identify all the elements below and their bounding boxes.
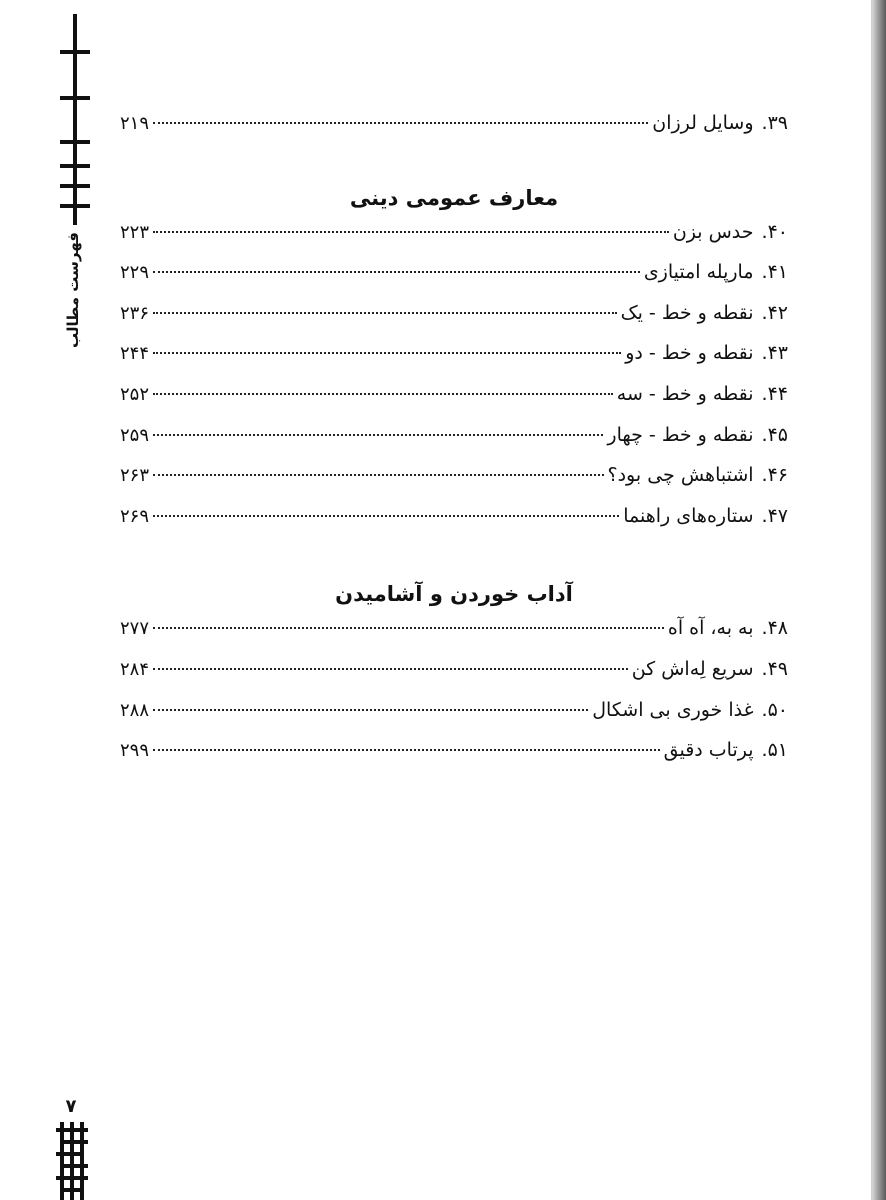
entry-page: ۲۵۲ bbox=[120, 383, 150, 405]
entry-page: ۲۶۹ bbox=[120, 505, 150, 527]
entry-number: ۴۵. bbox=[761, 423, 788, 446]
entry-title: ستاره‌های راهنما bbox=[623, 504, 754, 527]
entry-page: ۲۵۹ bbox=[120, 424, 150, 446]
dot-leader bbox=[153, 474, 604, 476]
entry-page: ۲۱۹ bbox=[120, 113, 150, 134]
entry-number: ۴۶. bbox=[761, 464, 788, 487]
decoration-bar bbox=[60, 1188, 84, 1192]
entry-number: ۴۴. bbox=[761, 382, 788, 405]
toc-entry[interactable] bbox=[120, 658, 788, 699]
running-title: فهرست مطالب bbox=[58, 225, 88, 355]
dot-leader bbox=[153, 312, 617, 314]
decoration-bar bbox=[60, 140, 90, 144]
entry-page: ۲۲۳ bbox=[120, 221, 150, 243]
dot-leader bbox=[153, 393, 613, 395]
entry-number: ۴۸. bbox=[761, 617, 788, 640]
entry-number: ۴۲. bbox=[761, 301, 788, 324]
toc-entry[interactable] bbox=[120, 302, 788, 343]
entry-page: ۲۶۳ bbox=[120, 465, 150, 487]
entry-title: سریع لِه‌اش کن bbox=[631, 657, 754, 680]
entry-title: اشتباهش چی بود؟ bbox=[607, 464, 754, 487]
toc-entry[interactable] bbox=[120, 112, 788, 153]
dot-leader bbox=[153, 352, 621, 354]
toc-entry[interactable] bbox=[120, 739, 788, 780]
entry-title: نقطه و خط - دو bbox=[625, 342, 754, 365]
entry-number: ۴۳. bbox=[761, 342, 788, 365]
entry-page: ۲۸۴ bbox=[120, 658, 150, 680]
entry-title: پرتاب دقیق bbox=[663, 739, 754, 762]
entry-title: نقطه و خط - سه bbox=[616, 382, 754, 405]
dot-leader bbox=[153, 749, 660, 751]
entry-number: ۴۰. bbox=[761, 220, 788, 243]
toc-entry[interactable] bbox=[120, 221, 788, 262]
section-heading: معارف عمومی دینی bbox=[349, 185, 559, 210]
entry-page: ۲۴۴ bbox=[120, 343, 150, 365]
entry-number: ۴۷. bbox=[761, 504, 788, 527]
entry-number: ۵۰. bbox=[761, 698, 788, 721]
toc-entry[interactable] bbox=[120, 464, 788, 505]
dot-leader bbox=[153, 627, 664, 629]
toc-entry[interactable] bbox=[120, 261, 788, 302]
dot-leader bbox=[153, 709, 588, 711]
entry-title: مارپله امتیازی bbox=[643, 261, 754, 284]
table-of-contents bbox=[120, 112, 788, 780]
toc-entry[interactable] bbox=[120, 505, 788, 546]
page-number: ۷ bbox=[65, 1096, 77, 1117]
dot-leader bbox=[153, 434, 603, 436]
entry-number: ۴۹. bbox=[761, 657, 788, 680]
decoration-bar bbox=[60, 164, 90, 168]
entry-page: ۲۲۹ bbox=[120, 262, 150, 284]
entry-title: نقطه و خط - چهار bbox=[607, 423, 754, 446]
decoration-bar bbox=[56, 1128, 88, 1132]
decoration-bar bbox=[56, 1176, 88, 1180]
bottom-decoration bbox=[56, 1122, 88, 1200]
entry-number: ۳۹. bbox=[761, 112, 788, 134]
entry-number: ۴۱. bbox=[761, 261, 788, 284]
entry-number: ۵۱. bbox=[761, 739, 788, 762]
section-heading: آداب خوردن و آشامیدن bbox=[335, 582, 573, 607]
decoration-bar bbox=[60, 1164, 88, 1168]
entry-title: وسایل لرزان bbox=[652, 112, 754, 134]
entry-title: به به، آه آه bbox=[667, 617, 754, 640]
decoration-bar bbox=[60, 204, 90, 208]
entry-page: ۲۳۶ bbox=[120, 302, 150, 324]
page-edge-shadow bbox=[872, 0, 886, 1200]
entry-title: نقطه و خط - یک bbox=[620, 301, 754, 324]
decoration-bar bbox=[60, 50, 90, 54]
entry-page: ۲۹۹ bbox=[120, 740, 150, 762]
toc-entry[interactable] bbox=[120, 424, 788, 465]
dot-leader bbox=[153, 231, 669, 233]
decoration-bar bbox=[56, 1152, 80, 1156]
toc-entry[interactable] bbox=[120, 699, 788, 740]
toc-entry[interactable] bbox=[120, 383, 788, 424]
decoration-bar bbox=[60, 96, 90, 100]
dot-leader bbox=[153, 271, 640, 273]
entry-page: ۲۸۸ bbox=[120, 699, 150, 721]
entry-title: حدس بزن bbox=[672, 220, 754, 243]
toc-entry[interactable] bbox=[120, 617, 788, 658]
dot-leader bbox=[153, 515, 619, 517]
decoration-bar bbox=[60, 184, 90, 188]
entry-page: ۲۷۷ bbox=[120, 618, 150, 640]
decoration-bar bbox=[60, 1140, 88, 1144]
toc-entry[interactable] bbox=[120, 342, 788, 383]
entry-title: غذا خوری بی اشکال bbox=[592, 698, 754, 721]
dot-leader bbox=[153, 122, 648, 124]
dot-leader bbox=[153, 668, 628, 670]
